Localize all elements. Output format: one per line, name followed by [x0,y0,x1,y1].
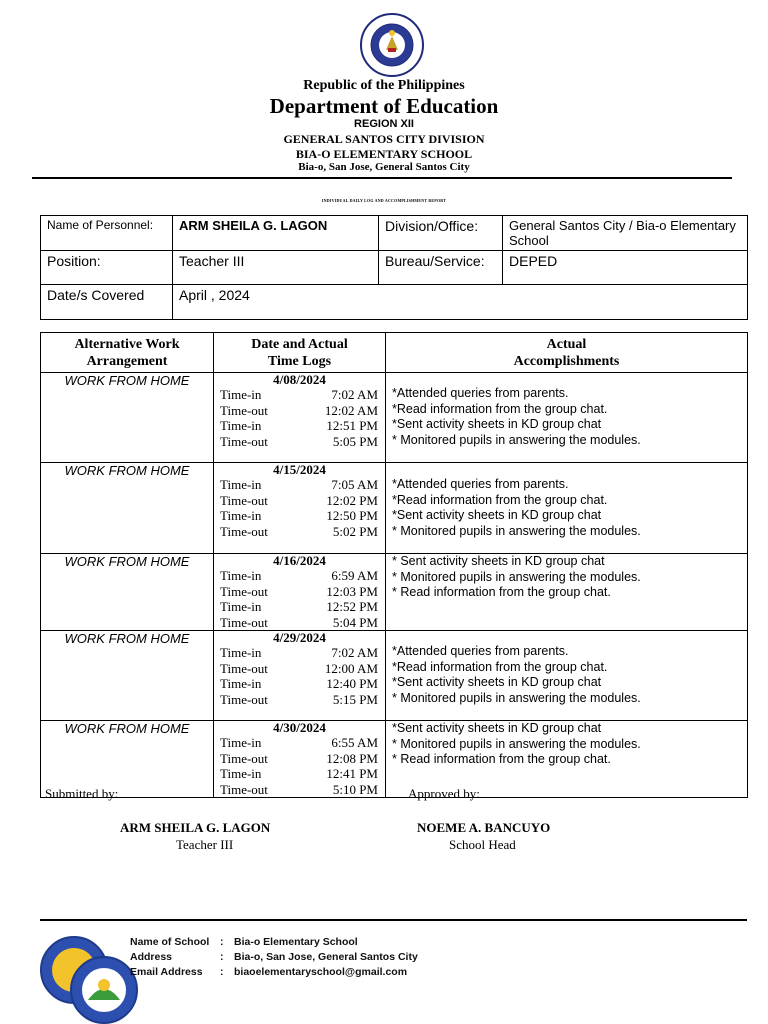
accomplishment-item: * Monitored pupils in answering the modules. [392,523,641,538]
time-label: Time-in [220,477,262,492]
time-label: Time-in [220,735,262,750]
time-value: 12:52 PM [326,599,378,614]
accomplishment-item: *Read information from the group chat. [392,659,608,674]
footer-email-value[interactable]: biaoelementaryschool@gmail.com [234,966,408,978]
accomplishment-item: *Attended queries from parents. [392,477,569,491]
time-value: 12:02 AM [324,402,378,418]
accomplishment-item: *Read information from the group chat. [392,401,608,416]
time-value: 7:02 AM [331,645,378,660]
footer-school-value: Bia-o Elementary School [234,936,358,948]
log-row [41,373,748,463]
division-heading: GENERAL SANTOS CITY DIVISION [283,132,485,146]
time-label: Time-out [220,691,268,707]
time-value: 12:00 AM [324,660,378,676]
log-row [41,463,748,554]
time-value: 12:50 PM [326,508,378,523]
school-heading: BIA-O ELEMENTARY SCHOOL [295,147,473,161]
time-entry [214,568,385,584]
time-entry [214,524,385,540]
accomplishment-item: * Monitored pupils in answering the modules. [392,690,641,705]
time-entry [214,661,385,677]
date-header-line1: Date and Actual [251,336,348,352]
arrangement-cell: WORK FROM HOME [41,721,214,798]
time-entry [214,493,385,509]
deped-seal-logo [350,12,434,78]
name-label: Name of Personnel: [41,216,173,251]
accomplishment-item: *Read information from the group chat. [392,492,608,507]
header-divider [32,177,732,179]
footer-address-key: Address [130,951,173,963]
time-label: Time-out [220,660,268,676]
submitter-title: Teacher III [176,837,234,852]
footer-school-row: Name of School : Bia-o Elementary School [130,936,358,948]
time-log-cell [214,631,386,721]
time-entry [214,418,385,434]
time-value: 12:03 PM [326,583,378,599]
position-value: Teacher III [173,251,379,285]
position-label: Position: [41,251,173,285]
time-value: 6:59 AM [331,568,378,583]
time-label: Time-in [220,568,262,583]
time-value: 5:05 PM [332,433,378,449]
accomplishment-item: * Sent activity sheets in KD group chat [392,554,605,568]
accomplishment-item: *Sent activity sheets in KD group chat [392,721,602,735]
school-address-heading: Bia-o, San Jose, General Santos City [298,161,470,173]
time-value: 7:05 AM [331,477,378,492]
time-value: 5:04 PM [332,614,378,630]
time-value: 6:55 AM [331,735,378,750]
time-value: 12:51 PM [326,418,378,433]
arrangement-header-line1: Alternative Work [74,336,180,352]
time-entry [214,751,385,767]
arrangement-cell: WORK FROM HOME [41,463,214,554]
time-value: 12:08 PM [326,750,378,766]
time-label: Time-out [220,402,268,418]
time-value: 12:41 PM [326,766,378,781]
log-date: 4/29/2024 [273,630,326,645]
time-entry [214,692,385,708]
log-date: 4/16/2024 [273,553,326,568]
time-entry [214,766,385,782]
division-value: General Santos City / Bia-o Elementary School [503,216,748,251]
daily-log-table [40,332,748,798]
footer-address-row: Address : Bia-o, San Jose, General Santos City [130,951,418,963]
accomplishments-cell [386,554,748,631]
accomplishments-cell [386,463,748,554]
accomplishments-cell [386,631,748,721]
log-row [41,554,748,631]
footer-divider [40,919,747,921]
time-log-cell [214,373,386,463]
region-heading: REGION XII [354,118,414,130]
time-entry [214,615,385,631]
arrangement-cell: WORK FROM HOME [41,554,214,631]
time-label: Time-out [220,523,268,539]
accomplishment-item: *Sent activity sheets in KD group chat [392,508,602,522]
log-date: 4/30/2024 [273,720,326,735]
time-label: Time-out [220,750,268,766]
accomplishments-header-line1: Actual [546,336,587,352]
time-label: Time-in [220,387,262,402]
time-label: Time-in [220,645,262,660]
time-entry [214,387,385,403]
footer-school-key: Name of School [130,936,210,948]
accomplishment-item: *Attended queries from parents. [392,386,569,400]
time-value: 12:40 PM [326,676,378,691]
time-log-cell [214,554,386,631]
submitter-name: ARM SHEILA G. LAGON [120,820,271,835]
accomplishment-item: * Monitored pupils in answering the modules. [392,432,641,447]
arrangement-cell: WORK FROM HOME [41,373,214,463]
bureau-value: DEPED [503,251,748,285]
personnel-info-table [40,215,748,320]
time-value: 7:02 AM [331,387,378,402]
name-value: ARM SHEILA G. LAGON [173,216,379,251]
accomplishment-item: * Monitored pupils in answering the modules. [392,736,641,751]
approver-name: NOEME A. BANCUYO [417,820,551,835]
log-date: 4/08/2024 [273,372,326,387]
time-log-cell [214,463,386,554]
footer-email-key: Email Address [130,966,203,978]
accomplishment-item: *Attended queries from parents. [392,644,569,658]
time-entry [214,584,385,600]
bureau-label: Bureau/Service: [379,251,503,285]
time-label: Time-out [220,583,268,599]
dates-label: Date/s Covered [41,285,173,320]
accomplishments-cell [386,373,748,463]
time-label: Time-in [220,766,262,781]
time-value: 12:02 PM [326,492,378,508]
time-entry [214,645,385,661]
footer-address-value: Bia-o, San Jose, General Santos City [234,951,418,963]
time-entry [214,735,385,751]
accomplishment-item: * Read information from the group chat. [392,752,611,766]
time-entry [214,403,385,419]
log-date: 4/15/2024 [273,462,326,477]
accomplishment-item: *Sent activity sheets in KD group chat [392,417,602,431]
time-entry [214,599,385,615]
time-entry [214,782,385,798]
dates-value: April , 2024 [173,285,748,320]
time-label: Time-out [220,433,268,449]
time-entry [214,676,385,692]
approver-title: School Head [449,837,516,852]
division-label: Division/Office: [379,216,503,251]
time-log-cell [214,721,386,798]
report-title: INDIVIDUAL DAILY LOG AND ACCOMPLISHMENT REPORT [321,198,447,203]
accomplishments-header [386,333,748,373]
time-value: 5:10 PM [332,781,378,797]
time-label: Time-in [220,418,262,433]
time-label: Time-out [220,781,268,797]
accomplishment-item: *Sent activity sheets in KD group chat [392,675,602,689]
submitted-by-label: Submitted by: [45,786,119,801]
accomplishment-item: * Read information from the group chat. [392,585,611,599]
time-label: Time-in [220,676,262,691]
time-label: Time-in [220,599,262,614]
date-header-line2: Time Logs [267,353,332,369]
time-label: Time-out [220,492,268,508]
time-label: Time-out [220,614,268,630]
department-heading: Department of Education [269,94,499,118]
arrangement-header-line2: Arrangement [86,353,168,369]
republic-heading: Republic of the Philippines [303,78,465,93]
log-row [41,721,748,798]
accomplishments-header-line2: Accomplishments [513,353,620,369]
arrangement-header [41,333,214,373]
time-entry [214,434,385,450]
arrangement-cell: WORK FROM HOME [41,631,214,721]
approved-by-label: Approved by: [408,786,480,801]
time-entry [214,477,385,493]
time-value: 5:02 PM [332,523,378,539]
log-row [41,631,748,721]
time-label: Time-in [220,508,262,523]
accomplishment-item: * Monitored pupils in answering the modules. [392,569,641,584]
time-entry [214,508,385,524]
time-value: 5:15 PM [332,691,378,707]
date-header [214,333,386,373]
footer-email-row: Email Address : biaoelementaryschool@gmail.com [130,966,408,978]
